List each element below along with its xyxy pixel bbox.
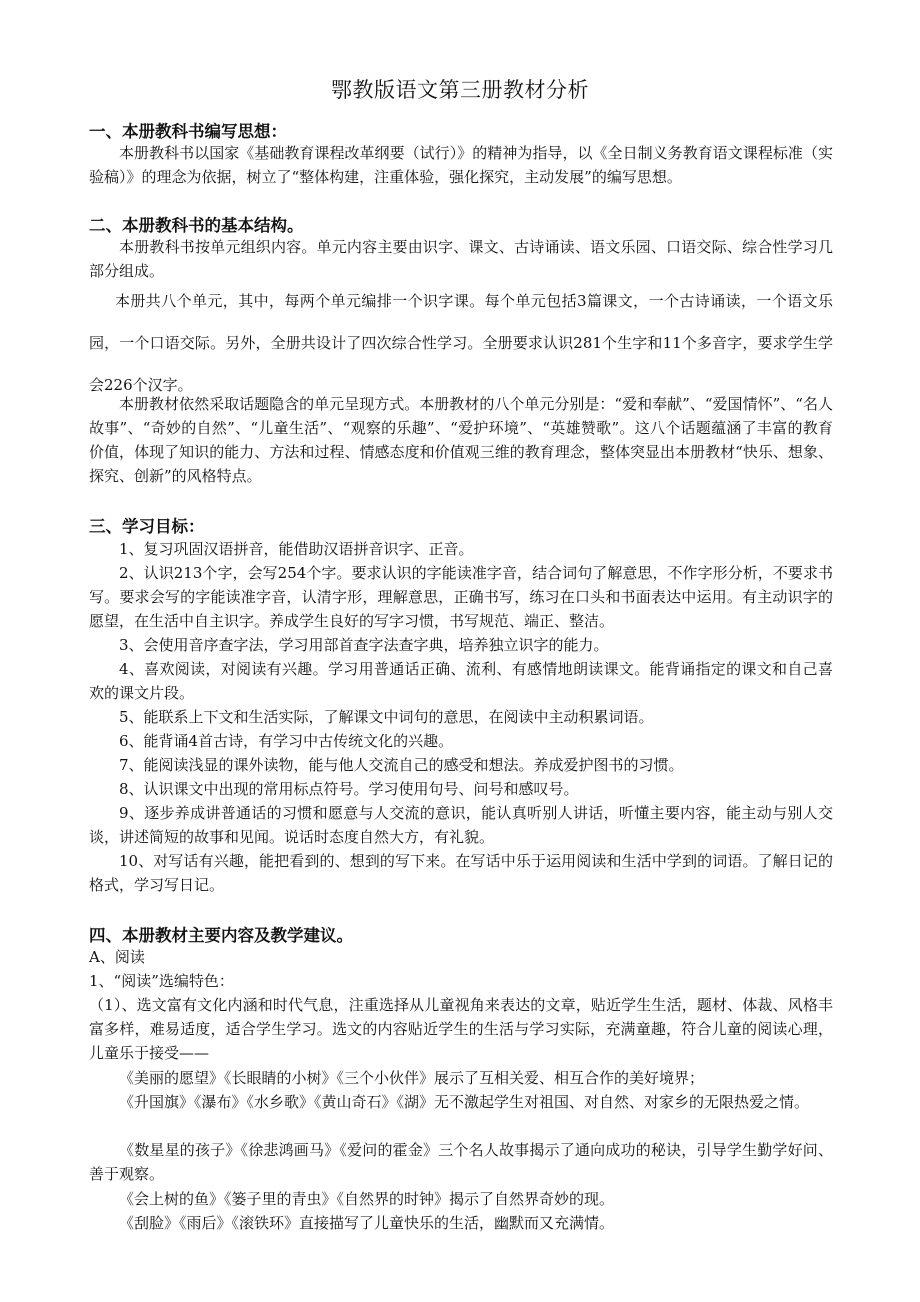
goal-item-6: 6、能背诵4首古诗，有学习中古传统文化的兴趣。 bbox=[119, 732, 454, 750]
section-3-heading: 三、学习目标： bbox=[89, 517, 205, 536]
subsection-1-label: 1、“阅读”选编特色： bbox=[89, 972, 234, 990]
section-1-heading: 一、本册教科书编写思想： bbox=[89, 122, 287, 141]
goal-item-8: 8、认识课文中出现的常用标点符号。学习使用句号、问号和感叹号。 bbox=[119, 780, 579, 798]
subsection-a-label: A、阅读 bbox=[89, 948, 145, 966]
example-3: 《数星星的孩子》《徐悲鸿画马》《爱问的霍金》三个名人故事揭示了通向成功的秘诀，引导学生勤学好问、善于观察。 bbox=[89, 1141, 833, 1183]
section-4-heading: 四、本册教材主要内容及教学建议。 bbox=[89, 926, 353, 945]
reading-feature-paragraph: （1）、选文富有文化内涵和时代气息，注重选择从儿童视角来表达的文章，贴近学生生活，题材、体裁、风格丰富多样，难易适度，适合学生学习。选文的内容贴近学生的生活与学习实际，充满童趣，符合儿童的阅读心理，儿童乐于接受—— bbox=[89, 996, 833, 1062]
goal-item-5: 5、能联系上下文和生活实际，了解课文中词句的意思，在阅读中主动积累词语。 bbox=[119, 708, 654, 726]
goal-item-1: 1、复习巩固汉语拼音，能借助汉语拼音识字、正音。 bbox=[119, 540, 474, 558]
goal-item-2: 2、认识213个字，会写254个字。要求认识的字能读准字音，结合词句了解意思，不作字形分析，不要求书写。要求会写的字能读准字音，认清字形，理解意思，正确书写，练习在口头和书面表达中运用。有主动识字的愿望，在生活中自主识字。养成学生良好的写字习惯，书写规范、端正、整洁。 bbox=[89, 564, 833, 630]
goal-item-9: 9、逐步养成讲普通话的习惯和愿意与人交流的意识，能认真听别人讲话，听懂主要内容，能主动与别人交谈，讲述简短的故事和见闻。说话时态度自然大方，有礼貌。 bbox=[89, 804, 833, 846]
goal-item-3: 3、会使用音序查字法，学习用部首查字法查字典，培养独立识字的能力。 bbox=[119, 636, 609, 654]
example-2: 《升国旗》《瀑布》《水乡歌》《黄山奇石》《湖》无不激起学生对祖国、对自然、对家乡的无限热爱之情。 bbox=[119, 1093, 810, 1111]
goal-item-7: 7、能阅读浅显的课外读物，能与他人交流自己的感受和想法。养成爱护图书的习惯。 bbox=[119, 756, 684, 774]
section-2-heading: 二、本册教科书的基本结构。 bbox=[89, 216, 304, 235]
section-2-paragraph-3: 本册教材依然采取话题隐含的单元呈现方式。本册教材的八个单元分别是：“爱和奉献”、“爱国情怀”、“名人故事”、“奇妙的自然”、“儿童生活”、“观察的乐趣”、“爱护环境”、“英雄赞歌”。这八个话题蕴涵了丰富的教育价值，体现了知识的能力、方法和过程、情感态度和价值观三维的教育理念，整体突显出本册教材“快乐、想象、探究、创新”的风格特点。 bbox=[89, 395, 833, 485]
section-2-paragraph-1: 本册教科书按单元组织内容。单元内容主要由识字、课文、古诗诵读、语文乐园、口语交际、综合性学习几部分组成。 bbox=[89, 238, 833, 280]
goal-item-10: 10、对写话有兴趣，能把看到的、想到的写下来。在写话中乐于运用阅读和生活中学到的词语。了解日记的格式，学习写日记。 bbox=[89, 852, 833, 894]
goal-item-4: 4、喜欢阅读，对阅读有兴趣。学习用普通话正确、流利、有感情地朗读课文。能背诵指定的课文和自己喜欢的课文片段。 bbox=[89, 660, 833, 702]
example-5: 《刮脸》《雨后》《滚铁环》直接描写了儿童快乐的生活，幽默而又充满情。 bbox=[119, 1214, 615, 1232]
page-title: 鄂教版语文第三册教材分析 bbox=[331, 78, 589, 102]
example-1: 《美丽的愿望》《长眼睛的小树》《三个小伙伴》展示了互相关爱、相互合作的美好境界； bbox=[119, 1069, 705, 1087]
section-2-paragraph-2: 本册共八个单元，其中，每两个单元编排一个识字课。每个单元包括3篇课文，一个古诗诵读，一个语文乐园，一个口语交际。另外，全册共设计了四次综合性学习。全册要求认识281个生字和11个多音字，要求学生学会226个汉字。 bbox=[89, 292, 833, 394]
section-1-paragraph: 本册教科书以国家《基础教育课程改革纲要（试行）》的精神为指导，以《全日制义务教育语文课程标准（实验稿）》的理念为依据，树立了“整体构建，注重体验，强化探究，主动发展”的编写思想。 bbox=[89, 144, 833, 186]
example-4: 《会上树的鱼》《篓子里的青虫》《自然界的时钟》揭示了自然界奇妙的现。 bbox=[119, 1190, 615, 1208]
